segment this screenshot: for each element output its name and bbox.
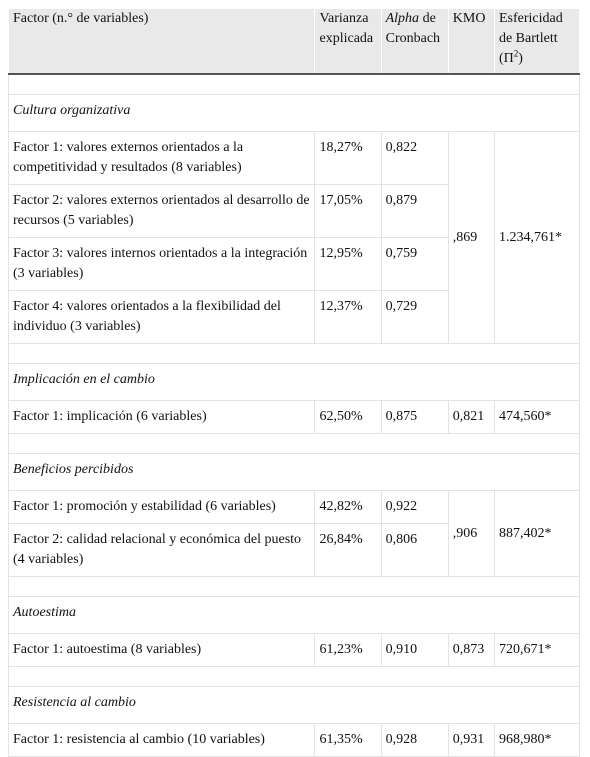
header-alpha-italic: Alpha xyxy=(385,11,420,26)
varianza-cell: 62,50% xyxy=(315,401,381,434)
bartlett-cell: 887,402* xyxy=(494,491,579,577)
alpha-cell: 0,928 xyxy=(381,724,448,757)
section-row xyxy=(9,95,580,132)
factor-name-cell: Factor 1: valores externos orientados a la competitividad y resultados (8 variables) xyxy=(9,132,315,185)
header-varianza-line1: Varianza xyxy=(319,11,369,26)
alpha-cell: 0,910 xyxy=(381,634,448,667)
factor-analysis-table xyxy=(8,8,580,757)
header-alpha xyxy=(381,9,448,75)
factor-name-cell: Factor 4: valores orientados a la flexibilidad del individuo (3 variables) xyxy=(9,291,315,344)
kmo-cell: 0,821 xyxy=(448,401,494,434)
kmo-cell: ,869 xyxy=(448,132,494,344)
section-row xyxy=(9,364,580,401)
varianza-cell: 42,82% xyxy=(315,491,381,524)
header-bartlett-open: (Π xyxy=(498,51,514,66)
table-row xyxy=(9,132,580,185)
varianza-cell: 18,27% xyxy=(315,132,381,185)
kmo-cell: ,906 xyxy=(448,491,494,577)
varianza-cell: 61,35% xyxy=(315,724,381,757)
bartlett-cell: 720,671* xyxy=(494,634,579,667)
table-row xyxy=(9,491,580,524)
section-row xyxy=(9,454,580,491)
header-varianza-line2: explicada xyxy=(319,31,374,46)
section-title: Beneficios percibidos xyxy=(9,454,580,491)
spacer-row xyxy=(9,434,580,454)
table-row xyxy=(9,724,580,757)
spacer-row xyxy=(9,667,580,687)
factor-name-cell: Factor 1: implicación (6 variables) xyxy=(9,401,315,434)
section-title: Implicación en el cambio xyxy=(9,364,580,401)
header-bartlett-close: ) xyxy=(518,51,523,66)
alpha-cell: 0,879 xyxy=(381,185,448,238)
header-bartlett xyxy=(494,9,579,75)
table-row xyxy=(9,634,580,667)
spacer-cell xyxy=(9,74,580,95)
section-row xyxy=(9,597,580,634)
header-varianza xyxy=(315,9,381,75)
alpha-cell: 0,922 xyxy=(381,491,448,524)
varianza-cell: 12,95% xyxy=(315,238,381,291)
table-row xyxy=(9,401,580,434)
section-row xyxy=(9,687,580,724)
factor-name-cell: Factor 1: promoción y estabilidad (6 variables) xyxy=(9,491,315,524)
factor-name-cell: Factor 3: valores internos orientados a la integración (3 variables) xyxy=(9,238,315,291)
varianza-cell: 61,23% xyxy=(315,634,381,667)
factor-name-cell: Factor 1: resistencia al cambio (10 variables) xyxy=(9,724,315,757)
alpha-cell: 0,822 xyxy=(381,132,448,185)
header-kmo: KMO xyxy=(448,9,494,75)
header-row xyxy=(9,9,580,75)
varianza-cell: 26,84% xyxy=(315,524,381,577)
factor-name-cell: Factor 1: autoestima (8 variables) xyxy=(9,634,315,667)
spacer-cell xyxy=(9,434,580,454)
varianza-cell: 12,37% xyxy=(315,291,381,344)
spacer-cell xyxy=(9,577,580,597)
bartlett-cell: 968,980* xyxy=(494,724,579,757)
factor-name-cell: Factor 2: valores externos orientados al desarrollo de recursos (5 variables) xyxy=(9,185,315,238)
bartlett-cell: 474,560* xyxy=(494,401,579,434)
varianza-cell: 17,05% xyxy=(315,185,381,238)
alpha-cell: 0,729 xyxy=(381,291,448,344)
header-bartlett-line2: de Bartlett xyxy=(498,31,558,46)
header-bartlett-line1: Esfericidad xyxy=(498,11,563,26)
header-alpha-rest: de xyxy=(419,11,436,26)
header-factor: Factor (n.° de variables) xyxy=(9,9,315,75)
header-bartlett-sup: 2 xyxy=(513,48,519,59)
table-body xyxy=(9,74,580,757)
spacer-row xyxy=(9,74,580,95)
header-alpha-line2: Cronbach xyxy=(385,31,441,46)
kmo-cell: 0,873 xyxy=(448,634,494,667)
factor-name-cell: Factor 2: calidad relacional y económica del puesto (4 variables) xyxy=(9,524,315,577)
alpha-cell: 0,875 xyxy=(381,401,448,434)
alpha-cell: 0,759 xyxy=(381,238,448,291)
spacer-row xyxy=(9,344,580,364)
kmo-cell: 0,931 xyxy=(448,724,494,757)
alpha-cell: 0,806 xyxy=(381,524,448,577)
section-title: Resistencia al cambio xyxy=(9,687,580,724)
spacer-row xyxy=(9,577,580,597)
spacer-cell xyxy=(9,344,580,364)
spacer-cell xyxy=(9,667,580,687)
section-title: Cultura organizativa xyxy=(9,95,580,132)
section-title: Autoestima xyxy=(9,597,580,634)
bartlett-cell: 1.234,761* xyxy=(494,132,579,344)
